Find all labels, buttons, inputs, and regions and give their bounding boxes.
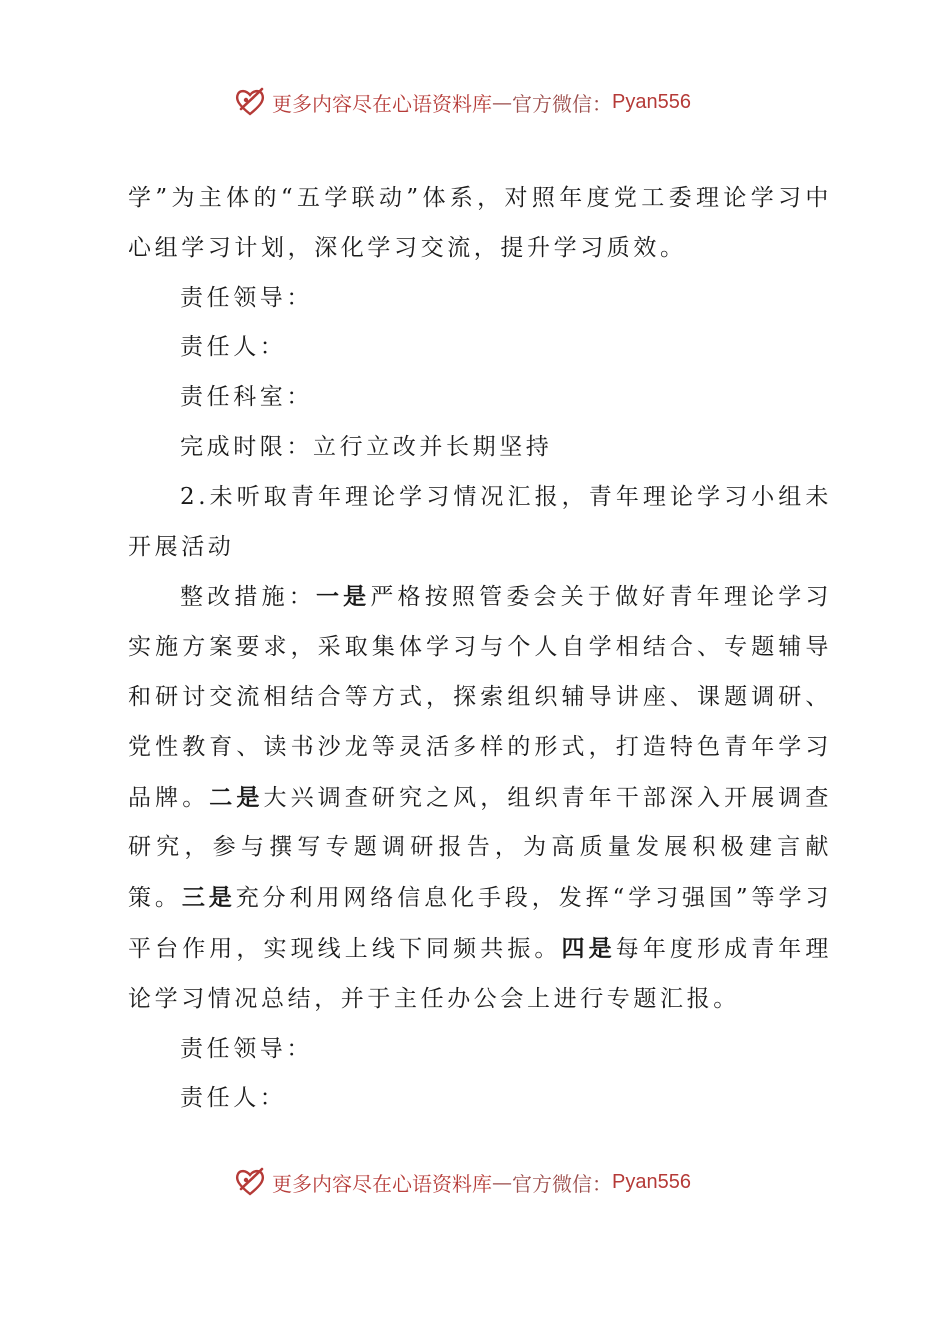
responsible-department-line: 责任科室： xyxy=(180,384,313,411)
header-banner xyxy=(232,82,752,122)
banner-wechat-label: 官方微信： xyxy=(512,1171,612,1196)
deadline-line: 完成时限：立行立改并长期坚持 xyxy=(180,433,553,460)
banner-wechat-id: Pyan556 xyxy=(612,1170,691,1193)
measure-marker-4: 四是 xyxy=(561,934,616,962)
brush-heart-logo-icon xyxy=(232,1164,268,1200)
measure-text-3: 充分利用网络信息化手段，发挥“学习强国”等学习平台作用，实现线上线下同频共振。 xyxy=(128,885,832,962)
responsible-person-line-2: 责任人： xyxy=(180,1085,287,1112)
rectification-measures-paragraph xyxy=(128,572,832,1024)
banner-main-text: 更多内容尽在心语资料库 xyxy=(272,1171,492,1196)
banner-wechat-id: Pyan556 xyxy=(612,90,691,113)
responsible-person-line: 责任人： xyxy=(180,334,287,361)
banner-main-text: 更多内容尽在心语资料库 xyxy=(272,91,492,116)
document-body xyxy=(128,174,832,1124)
banner-wechat-label: 官方微信： xyxy=(512,91,612,116)
issue-heading-2: 2.未听取青年理论学习情况汇报，青年理论学习小组未开展活动 xyxy=(128,483,832,560)
measure-text-4: 每年度形成青年理论学习情况总结，并于主任办公会上进行专题汇报。 xyxy=(128,935,832,1012)
measures-label: 整改措施： xyxy=(180,584,316,611)
banner-dash: — xyxy=(492,90,512,114)
footer-banner xyxy=(232,1162,752,1202)
banner-dash: — xyxy=(492,1170,512,1194)
brush-heart-logo-icon xyxy=(232,84,268,120)
measure-marker-2: 二是 xyxy=(209,783,264,811)
responsible-leader-line: 责任领导： xyxy=(180,284,313,311)
paragraph-continuation: 学”为主体的“五学联动”体系，对照年度党工委理论学习中心组学习计划，深化学习交流，提升学习质效。 xyxy=(128,185,832,261)
measure-marker-3: 三是 xyxy=(181,884,236,912)
measure-text-1: 严格按照管委会关于做好青年理论学习实施方案要求，采取集体学习与个人自学相结合、专题辅导和研讨交流相结合等方式，探索组织辅导讲座、课题调研、党性教育、读书沙龙等灵活多样的形式，打造特色青年学习品牌。 xyxy=(128,584,833,811)
measure-marker-1: 一是 xyxy=(315,583,371,611)
measure-text-2: 大兴调查研究之风，组织青年干部深入开展调查研究，参与撰写专题调研报告，为高质量发展积极建言献策。 xyxy=(128,784,832,912)
responsible-leader-line-2: 责任领导： xyxy=(180,1035,313,1062)
